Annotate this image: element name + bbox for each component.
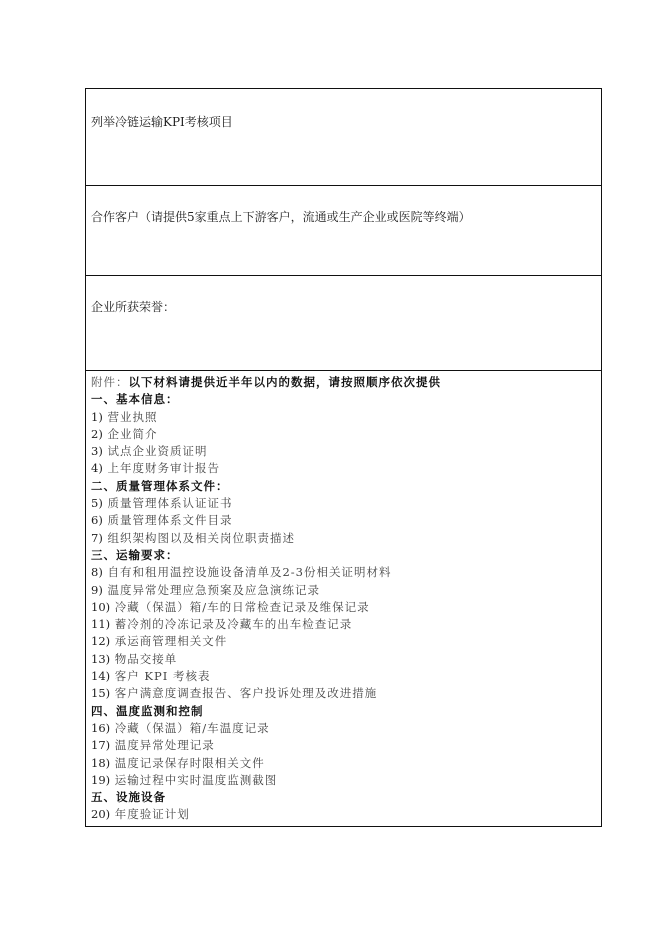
item-text: 运输过程中实时温度监测截图 [114,772,278,787]
form-table [85,88,602,827]
item-text: 客户满意度调查报告、客户投诉处理及改进措施 [114,686,378,701]
attachment-header [91,374,596,391]
attachment-list [91,391,596,823]
item-number: 13) [91,651,111,666]
list-item [91,495,596,512]
attachment-label: 附件： [91,375,129,389]
item-number: 8) [91,565,103,580]
item-number: 17) [91,738,111,753]
item-text: 试点企业资质证明 [107,444,208,459]
list-item [91,685,596,702]
item-text: 自有和租用温控设施设备清单及2-3份相关证明材料 [107,565,392,580]
item-text: 客户 KPI 考核表 [114,669,211,684]
list-item [91,530,596,547]
item-number: 3) [91,444,103,459]
honors-label: 企业所获荣誉： [91,300,176,314]
item-number: 1) [91,409,103,424]
item-text: 企业简介 [107,426,158,441]
section-heading [91,703,596,720]
item-number: 4) [91,461,103,476]
item-text: 一、基本信息： [91,392,179,407]
item-number: 16) [91,720,111,735]
attachment-cell [86,371,601,826]
kpi-items-cell[interactable] [86,89,601,186]
item-text: 三、运输要求： [91,547,179,562]
list-item [91,651,596,668]
item-number: 19) [91,772,111,787]
item-number: 18) [91,755,111,770]
list-item [91,616,596,633]
item-text: 温度记录保存时限相关文件 [114,755,265,770]
item-number: 7) [91,530,103,545]
item-text: 质量管理体系文件目录 [107,513,233,528]
honors-cell[interactable] [86,276,601,371]
item-text: 冷藏（保温）箱/车温度记录 [114,720,270,735]
item-text: 营业执照 [107,409,158,424]
item-text: 冷藏（保温）箱/车的日常检查记录及维保记录 [114,599,370,614]
list-item [91,720,596,737]
item-text: 组织架构图以及相关岗位职责描述 [107,530,295,545]
list-item [91,426,596,443]
list-item [91,772,596,789]
item-text: 五、设施设备 [91,790,166,805]
section-heading [91,478,596,495]
section-heading [91,547,596,564]
item-text: 温度异常处理应急预案及应急演练记录 [107,582,320,597]
attachment-instruction: 以下材料请提供近半年以内的数据，请按照顺序依次提供 [128,375,441,389]
list-item [91,668,596,685]
list-item [91,443,596,460]
item-number: 15) [91,686,111,701]
list-item [91,460,596,477]
kpi-items-label: 列举冷链运输KPI考核项目 [91,115,233,129]
item-text: 上年度财务审计报告 [107,461,220,476]
item-text: 四、温度监测和控制 [91,703,204,718]
item-text: 年度验证计划 [114,807,190,822]
item-text: 承运商管理相关文件 [114,634,228,649]
list-item [91,755,596,772]
item-number: 11) [91,617,111,632]
item-text: 蓄冷剂的冷冻记录及冷藏车的出车检查记录 [114,617,353,632]
partner-clients-label: 合作客户（请提供5家重点上下游客户，流通或生产企业或医院等终端） [91,210,471,224]
item-text: 温度异常处理记录 [114,738,215,753]
item-text: 物品交接单 [114,651,178,666]
list-item [91,409,596,426]
list-item [91,582,596,599]
item-number: 14) [91,669,111,684]
list-item [91,633,596,650]
item-number: 20) [91,807,111,822]
list-item [91,599,596,616]
item-number: 2) [91,426,103,441]
item-number: 5) [91,496,103,511]
item-number: 6) [91,513,103,528]
list-item [91,806,596,823]
list-item [91,512,596,529]
item-number: 12) [91,634,111,649]
item-number: 9) [91,582,103,597]
section-heading [91,789,596,806]
list-item [91,737,596,754]
item-number: 10) [91,599,111,614]
list-item [91,564,596,581]
section-heading [91,391,596,408]
item-text: 二、质量管理体系文件： [91,478,229,493]
partner-clients-cell[interactable] [86,186,601,276]
item-text: 质量管理体系认证证书 [107,496,233,511]
